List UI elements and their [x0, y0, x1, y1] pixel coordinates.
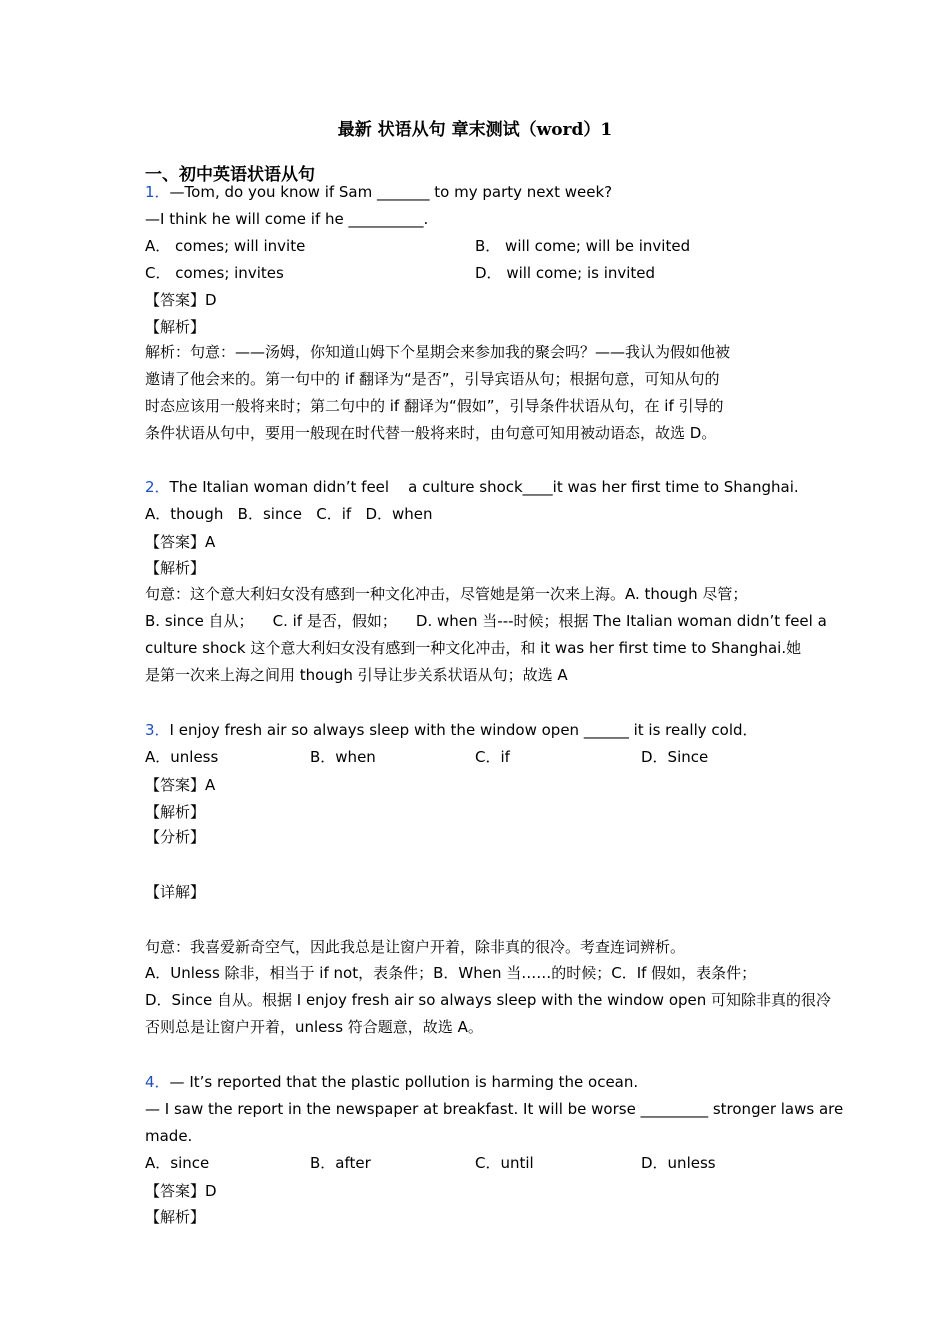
section-heading: 一、初中英语状语从句 [145, 165, 315, 185]
question-3-detail-label: 【详解】 [145, 883, 206, 901]
page-title: 最新 状语从句 章末测试（word）1 [337, 120, 613, 140]
question-1-text: —Tom, do you know if Sam _______ to my party next week? [169, 183, 613, 201]
question-4-line3: made. [145, 1127, 193, 1145]
question-1-explanation-3: 时态应该用一般将来时；第二句中的 if 翻译为“假如”，引导条件状语从句，在 if 引导的 [145, 397, 724, 415]
question-1-option-d: D． will come; is invited [475, 264, 656, 282]
question-4-option-d: D．unless [641, 1154, 716, 1172]
question-1-explanation-1: 解析：句意：——汤姆，你知道山姆下个星期会来参加我的聚会吗？——我认为假如他被 [145, 343, 731, 361]
question-3-text: I enjoy fresh air so always sleep with the window open ______ it is really cold． [169, 721, 758, 739]
question-3-stem [145, 720, 758, 740]
question-2-text: The Italian woman didn’t feel a culture shock____it was her first time to Shanghai. [169, 478, 799, 496]
question-2-explanation-2: B. since 自从； C. if 是否，假如； D. when 当---时候；根据 The Italian woman didn’t feel a [145, 612, 827, 630]
question-2-options: A．though B．since C．if D．when [145, 505, 433, 523]
question-4-option-b: B．after [310, 1154, 371, 1172]
question-2-answer: 【答案】A [145, 533, 216, 551]
question-3-explanation-4: 否则总是让窗户开着，unless 符合题意，故选 A。 [145, 1018, 483, 1036]
question-1-line2: —I think he will come if he __________. [145, 210, 429, 228]
question-3-analysis-label: 【解析】 [145, 803, 206, 821]
question-1-explanation-2: 邀请了他会来的。第一句中的 if 翻译为“是否”，引导宾语从句；根据句意，可知从句的 [145, 370, 720, 388]
question-3-option-d: D．Since [641, 748, 709, 766]
question-4-number: 4． [145, 1073, 170, 1091]
question-4-option-a: A．since [145, 1154, 210, 1172]
question-3-explanation-2: A．Unless 除非，相当于 if not，表条件；B．When 当……的时候；C．If 假如，表条件； [145, 964, 757, 982]
question-1-analysis-label: 【解析】 [145, 318, 206, 336]
question-3-explanation-1: 句意：我喜爱新奇空气，因此我总是让窗户开着，除非真的很冷。考查连词辨析。 [145, 938, 686, 956]
question-1-number: 1． [145, 183, 170, 201]
question-1-stem [145, 182, 612, 202]
question-2-stem [145, 477, 799, 497]
question-2-explanation-1: 句意：这个意大利妇女没有感到一种文化冲击，尽管她是第一次来上海。A. though 尽管； [145, 585, 748, 603]
question-4-line2: — I saw the report in the newspaper at breakfast. It will be worse _________ stronger laws are [145, 1100, 844, 1118]
question-1-option-c: C． comes; invites [145, 264, 284, 282]
question-1-option-a: A． comes; will invite [145, 237, 306, 255]
question-1-option-b: B． will come; will be invited [475, 237, 691, 255]
question-3-answer: 【答案】A [145, 776, 216, 794]
question-3-number: 3． [145, 721, 170, 739]
question-3-fenxi-label: 【分析】 [145, 828, 206, 846]
question-3-explanation-3: D．Since 自从。根据 I enjoy fresh air so always sleep with the window open 可知除非真的很冷 [145, 991, 832, 1009]
question-4-text: — It’s reported that the plastic pollution is harming the ocean. [169, 1073, 639, 1091]
question-3-option-b: B．when [310, 748, 376, 766]
question-3-option-a: A．unless [145, 748, 219, 766]
question-2-analysis-label: 【解析】 [145, 559, 206, 577]
question-3-option-c: C．if [475, 748, 510, 766]
question-1-explanation-4: 条件状语从句中，要用一般现在时代替一般将来时，由句意可知用被动语态，故选 D。 [145, 424, 717, 442]
question-2-explanation-3: culture shock 这个意大利妇女没有感到一种文化冲击，和 it was her first time to Shanghai.她 [145, 639, 802, 657]
question-2-number: 2． [145, 478, 170, 496]
question-4-option-c: C．until [475, 1154, 534, 1172]
question-4-analysis-label: 【解析】 [145, 1208, 206, 1226]
question-4-answer: 【答案】D [145, 1182, 217, 1200]
question-4-stem [145, 1072, 638, 1092]
question-1-answer: 【答案】D [145, 291, 217, 309]
question-2-explanation-4: 是第一次来上海之间用 though 引导让步关系状语从句；故选 A [145, 666, 568, 684]
